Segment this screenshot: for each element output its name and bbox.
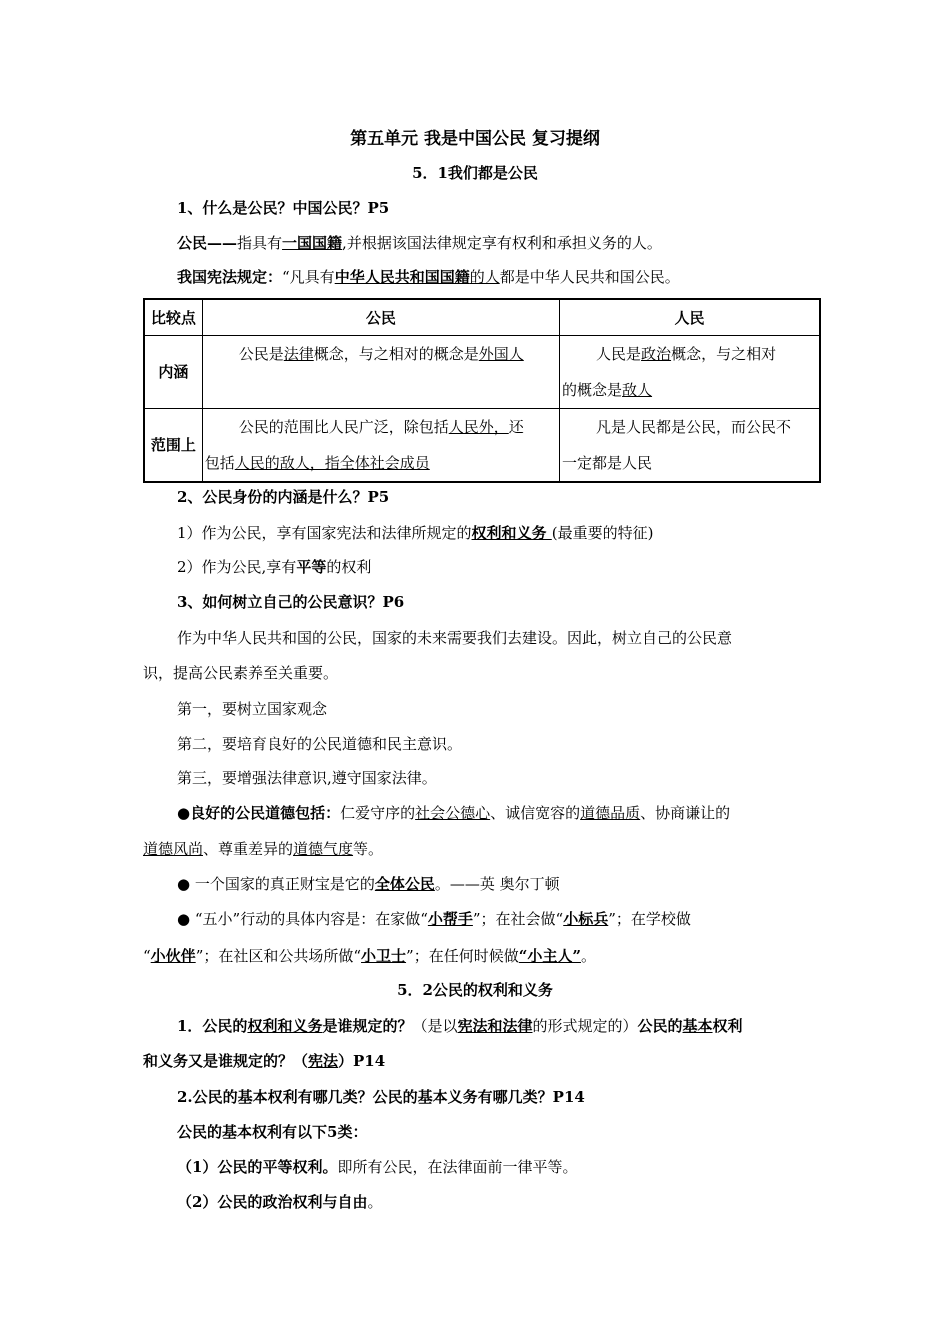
key-term: 的人 [469,268,500,286]
key-term: 人民外， [448,417,509,436]
key-term: 外国人 [478,344,524,363]
text: 1．公民的 [177,1017,248,1035]
text: 、尊重差异的 [203,840,294,858]
text: 包括 [204,453,235,472]
text: 。——英 奥尔丁顿 [434,875,560,893]
text: 概念，与之相对的概念是 [313,344,479,363]
key-term: 一国国籍 [282,234,343,252]
key-term: 中华人民共和国国籍 [334,268,470,286]
key-term: 法律 [283,344,314,363]
text: 的形式规定的） [532,1017,638,1035]
key-term: 道德风尚 [143,840,204,858]
paragraph-line: 识，提高公民素养至关重要。 [143,664,339,682]
five-small-line-2 [143,946,596,966]
header-citizen: 公民 [202,299,559,335]
key-term: 宪法 [308,1052,339,1070]
key-term: 人民的敌人，指全体社会成员 [234,453,430,472]
wealth-bullet-line [177,874,560,894]
text: “ [143,947,151,965]
text: 凡是人民都是公民，而公民不 [596,417,792,436]
key-term: 基本 [682,1017,713,1035]
point-second: 第二，要培育良好的公民道德和民主意识。 [177,735,463,753]
key-term: 小卫士 [361,947,407,965]
text: “五小”行动的具体内容是：在家做“ [190,910,428,928]
key-term: 小帮手 [427,910,473,928]
key-term: “小主人” [518,947,581,965]
section-heading-5-2: 5．2公民的权利和义务 [397,981,553,999]
text: 都是中华人民共和国公民。 [499,268,680,286]
text: “凡具有 [282,268,335,286]
key-term: 小标兵 [563,910,609,928]
key-term: 小伙伴 [150,947,196,965]
moral-bullet-line-2 [143,839,383,859]
header-people: 人民 [560,299,820,335]
row-label-connotation: 内涵 [144,335,202,408]
s2-question-1-line-1 [177,1016,743,1036]
text: 。 [367,1193,383,1211]
question-3: 3、如何树立自己的公民意识？P6 [177,593,405,611]
text: ”；在社会做“ [472,910,564,928]
text: （是以 [412,1017,458,1035]
cell-people-connotation [560,335,820,408]
key-term: 敌人 [622,380,653,399]
bullet-icon: ● [177,875,191,893]
key-term: 社会公德心 [415,804,491,822]
point-third: 第三，要增强法律意识,遵守国家法律。 [177,769,437,787]
text: 公民的范围比人民广泛，除包括 [238,417,449,436]
text: (最重要的特征) [551,524,654,542]
constitution-statement [177,267,680,287]
text: 。 [580,947,596,965]
label: 良好的公民道德包括： [190,804,341,822]
text: 即所有公民，在法律面前一律平等。 [337,1158,578,1176]
point-first: 第一，要树立国家观念 [177,700,328,718]
text: 1）作为公民，享有国家宪法和法律所规定的 [177,524,472,542]
key-term: 全体公民 [374,875,435,893]
row-label-scope: 范围上 [144,408,202,482]
moral-bullet-line [177,803,730,823]
text: ”；在社区和公共场所做“ [195,947,362,965]
cell-citizen-connotation [202,335,559,408]
key-term: 平等 [296,558,327,576]
text: 人民是 [596,344,642,363]
question-2: 2、公民身份的内涵是什么？P5 [177,488,390,506]
five-small-line-1 [177,909,691,929]
term: 公民—— [177,234,238,252]
s2-question-2: 2.公民的基本权利有哪几类？公民的基本义务有哪几类？P14 [177,1088,585,1106]
text: ,并根据该国法律规定享有权利和承担义务的人。 [342,234,662,252]
rights-intro: 公民的基本权利有以下5类： [177,1123,368,1141]
text: 一定都是人民 [562,453,653,472]
right-1 [177,1157,577,1177]
text: 是谁规定的？ [322,1017,413,1035]
label: （2）公民的政治权利与自由 [177,1193,368,1211]
bullet-icon: ● [177,804,191,822]
key-term: 道德气度 [293,840,354,858]
text: ”；在学校做 [608,910,691,928]
label: 我国宪法规定： [177,268,283,286]
key-term: 政治 [641,344,672,363]
header-compare-point: 比较点 [144,299,202,335]
text: 的权利 [326,558,372,576]
text: 和义务又是谁规定的？（ [143,1052,309,1070]
key-term: 道德品质 [580,804,641,822]
answer-2-2 [177,557,371,577]
page-title: 第五单元 我是中国公民 复习提纲 [350,129,600,149]
paragraph-line: 作为中华人民共和国的公民，国家的未来需要我们去建设。因此，树立自己的公民意 [177,629,733,647]
text: 概念，与之相对 [671,344,777,363]
text: 、协商谦让的 [640,804,731,822]
text: 等。 [353,840,384,858]
comparison-table [143,298,821,483]
text: 、诚信宽容的 [490,804,581,822]
key-term: 权利和义务 [471,524,552,542]
text: 2）作为公民,享有 [177,558,297,576]
text: ”；在任何时候做 [406,947,519,965]
text: 公民是 [238,344,284,363]
text: ）P14 [338,1052,386,1070]
text: 指具有 [237,234,283,252]
cell-people-scope [560,408,820,482]
s2-question-1-line-2 [143,1051,385,1071]
text: 的概念是 [562,380,623,399]
right-2 [177,1192,382,1212]
text: 一个国家的真正财宝是它的 [190,875,375,893]
label: （1）公民的平等权利。 [177,1158,338,1176]
citizen-definition [177,233,662,253]
bullet-icon: ● [177,910,191,928]
section-heading-5-1: 5．1我们都是公民 [412,164,538,182]
text: 权利 [712,1017,743,1035]
answer-2-1 [177,523,654,543]
cell-citizen-scope [202,408,559,482]
key-term: 宪法和法律 [457,1017,533,1035]
key-term: 权利和义务 [247,1017,323,1035]
question-1: 1、什么是公民？中国公民？P5 [177,199,390,217]
text: 公民的 [637,1017,683,1035]
text: 还 [508,417,524,436]
text: 仁爱守序的 [340,804,416,822]
